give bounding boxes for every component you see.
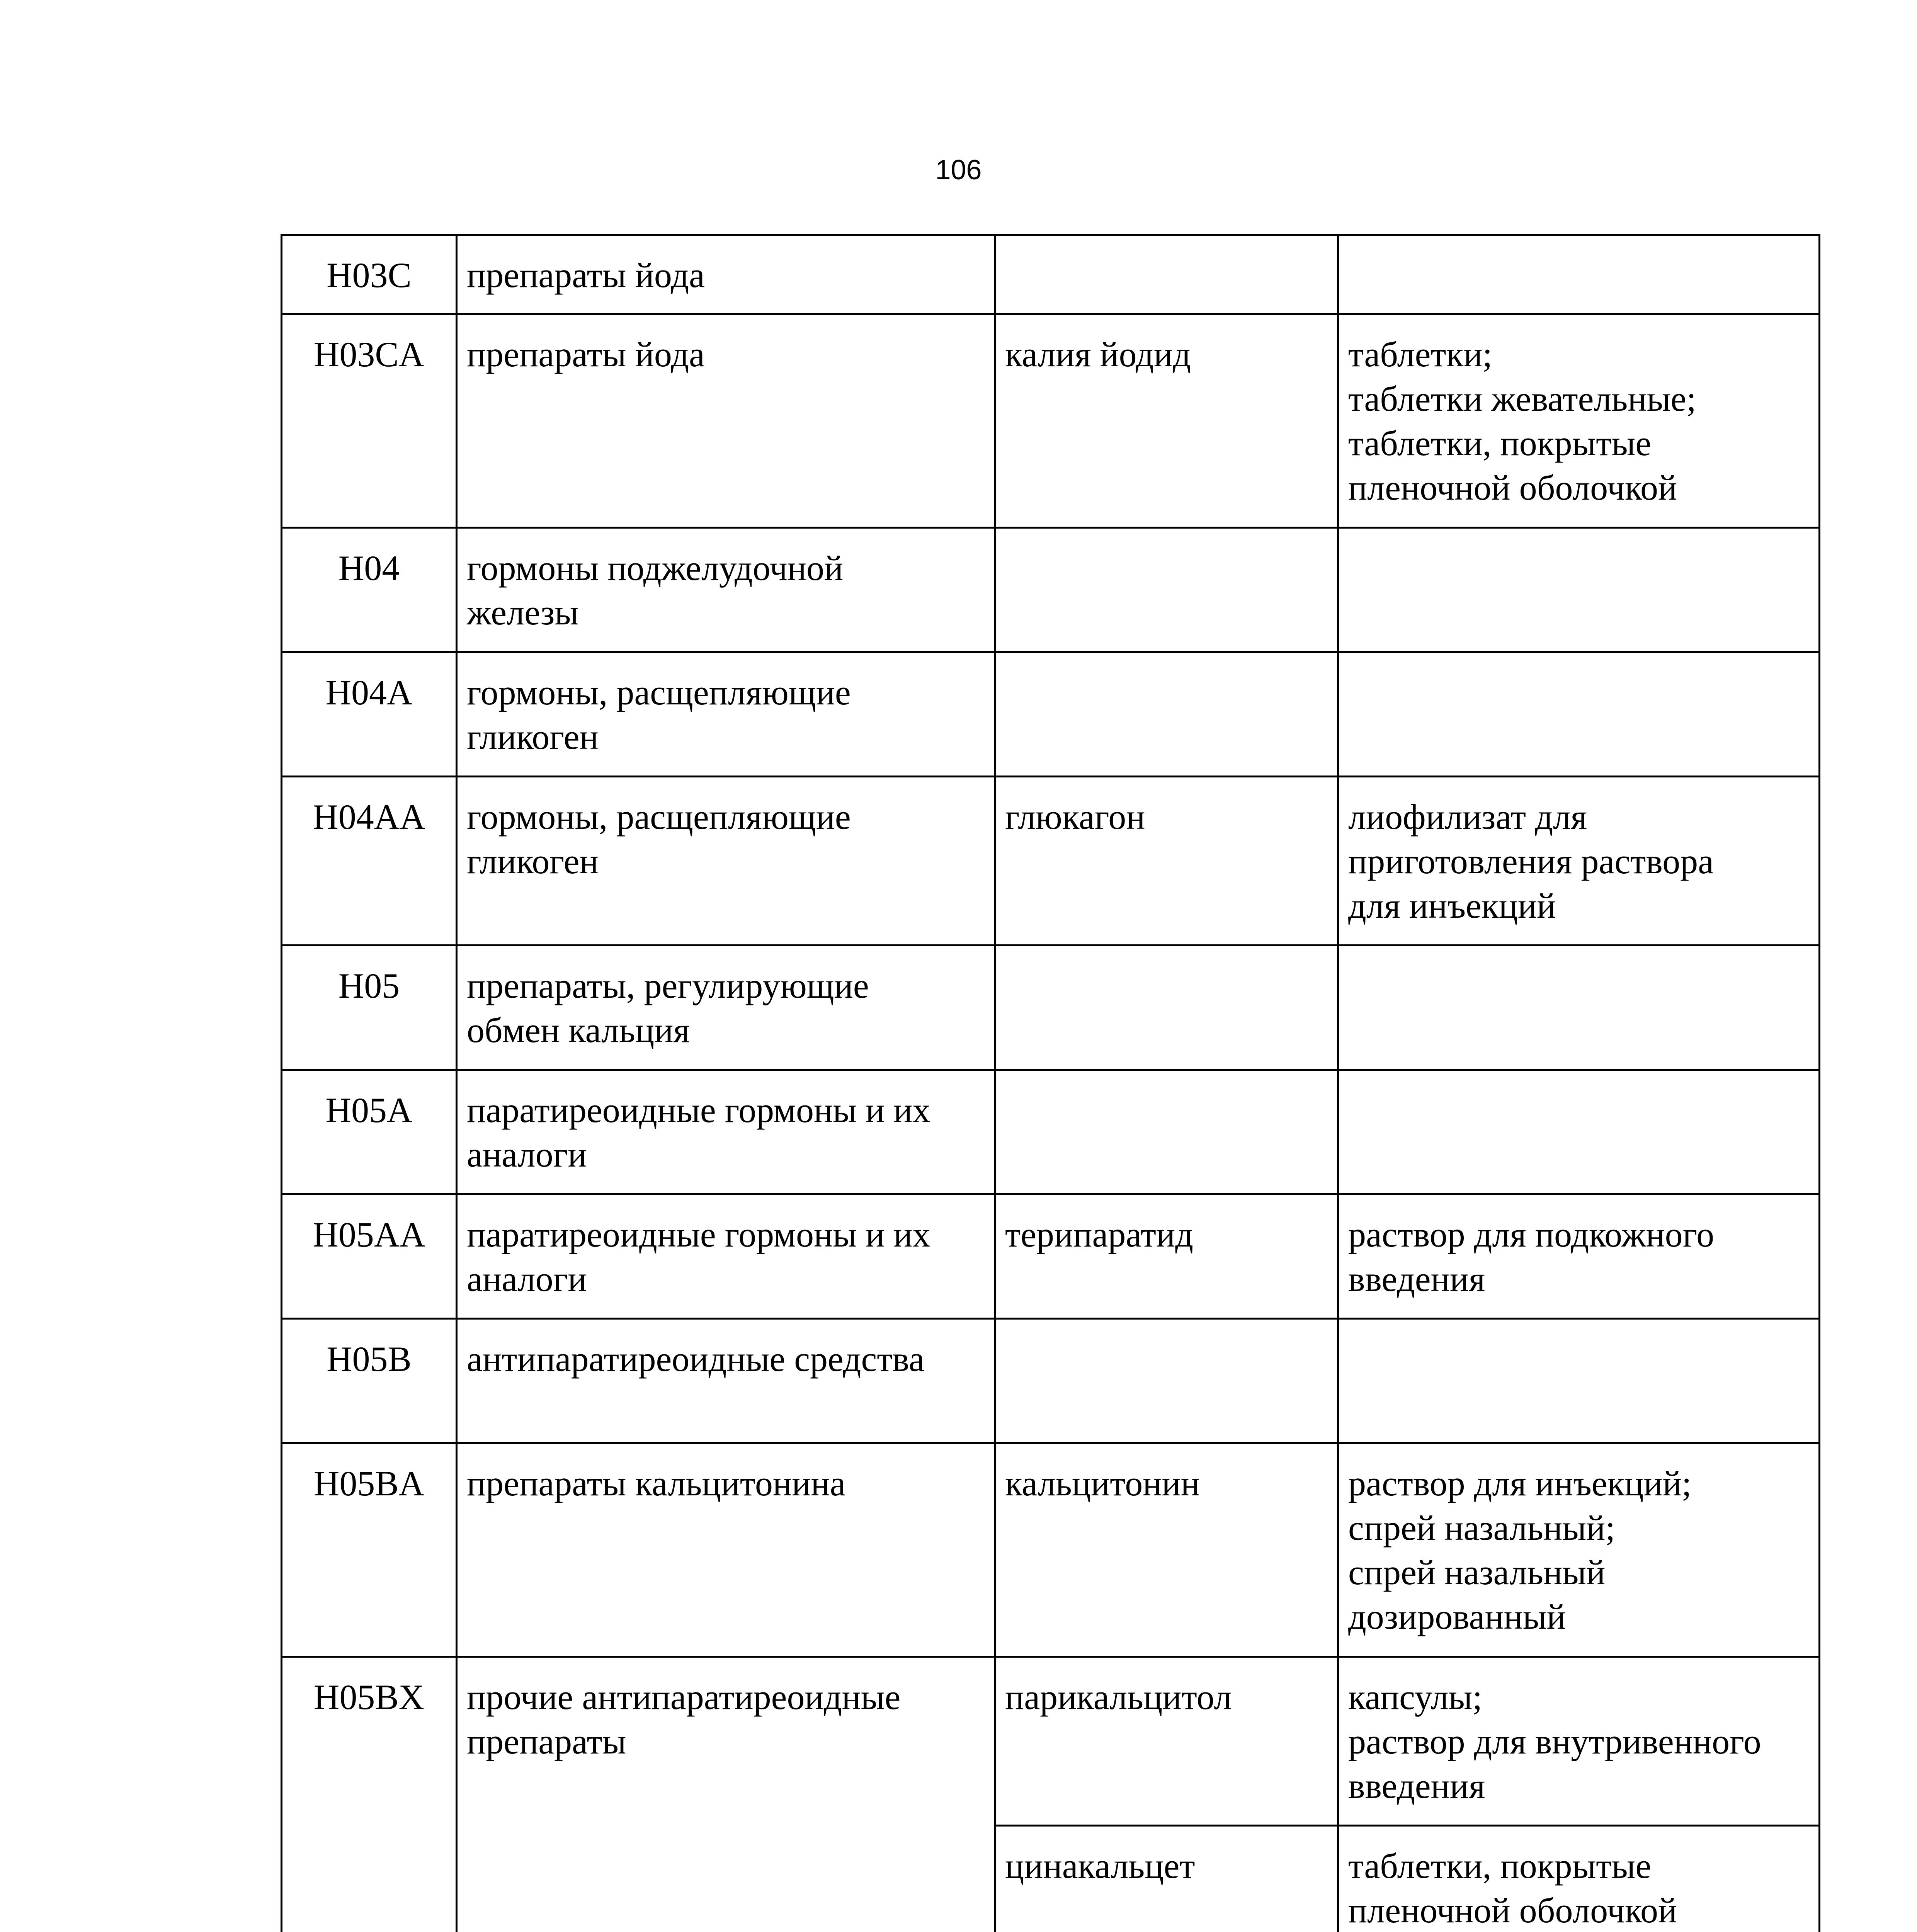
atc-code-cell: H03CA [282, 314, 457, 528]
drug-name-cell [995, 235, 1338, 314]
group-name-cell: прочие антипаратиреоидные препараты [457, 1657, 995, 1932]
table-row [282, 1194, 1820, 1319]
table-row [282, 652, 1820, 777]
atc-code-cell: H04 [282, 528, 457, 652]
table-row [282, 235, 1820, 314]
atc-code-cell: H05BX [282, 1657, 457, 1932]
table-row [282, 1319, 1820, 1443]
atc-code-cell: H04AA [282, 777, 457, 946]
atc-code-cell: H05A [282, 1070, 457, 1194]
table-row [282, 1070, 1820, 1194]
atc-code-cell: H05 [282, 946, 457, 1070]
drug-name-cell: терипаратид [995, 1194, 1338, 1319]
table-row [282, 528, 1820, 652]
dosage-form-cell: капсулы; раствор для внутривенного введения [1338, 1657, 1820, 1826]
group-name-cell: гормоны поджелудочной железы [457, 528, 995, 652]
drug-name-cell: калия йодид [995, 314, 1338, 528]
table-row [282, 1657, 1820, 1826]
table-row [282, 777, 1820, 946]
drug-name-cell [995, 1319, 1338, 1443]
atc-classification-table [281, 234, 1820, 1932]
atc-code-cell: H04A [282, 652, 457, 777]
dosage-form-cell [1338, 652, 1820, 777]
dosage-form-cell [1338, 946, 1820, 1070]
atc-code-cell: H05BA [282, 1443, 457, 1657]
table-row [282, 314, 1820, 528]
group-name-cell: препараты кальцитонина [457, 1443, 995, 1657]
group-name-cell: препараты йода [457, 314, 995, 528]
dosage-form-cell [1338, 1319, 1820, 1443]
page-number: 106 [935, 155, 982, 185]
dosage-form-cell [1338, 1070, 1820, 1194]
dosage-form-cell: раствор для инъекций; спрей назальный; спрей назальный дозированный [1338, 1443, 1820, 1657]
dosage-form-cell: раствор для подкожного введения [1338, 1194, 1820, 1319]
atc-code-cell: H03C [282, 235, 457, 314]
table-row [282, 1443, 1820, 1657]
group-name-cell: гормоны, расщепляющие гликоген [457, 777, 995, 946]
drug-name-cell [995, 652, 1338, 777]
group-name-cell: гормоны, расщепляющие гликоген [457, 652, 995, 777]
drug-name-cell: парикальцитол [995, 1657, 1338, 1826]
atc-code-cell: H05AA [282, 1194, 457, 1319]
group-name-cell: препараты йода [457, 235, 995, 314]
group-name-cell: паратиреоидные гормоны и их аналоги [457, 1070, 995, 1194]
drug-name-cell [995, 946, 1338, 1070]
table-row [282, 946, 1820, 1070]
atc-code-cell: H05B [282, 1319, 457, 1443]
drug-name-cell [995, 1070, 1338, 1194]
dosage-form-cell [1338, 235, 1820, 314]
drug-name-cell: цинакальцет [995, 1826, 1338, 1932]
group-name-cell: антипаратиреоидные средства [457, 1319, 995, 1443]
drug-name-cell: кальцитонин [995, 1443, 1338, 1657]
group-name-cell: препараты, регулирующие обмен кальция [457, 946, 995, 1070]
dosage-form-cell [1338, 528, 1820, 652]
dosage-form-cell: таблетки; таблетки жевательные; таблетки, покрытые пленочной оболочкой [1338, 314, 1820, 528]
dosage-form-cell: лиофилизат для приготовления раствора для инъекций [1338, 777, 1820, 946]
drug-name-cell [995, 528, 1338, 652]
drug-name-cell: глюкагон [995, 777, 1338, 946]
dosage-form-cell: таблетки, покрытые пленочной оболочкой [1338, 1826, 1820, 1932]
group-name-cell: паратиреоидные гормоны и их аналоги [457, 1194, 995, 1319]
